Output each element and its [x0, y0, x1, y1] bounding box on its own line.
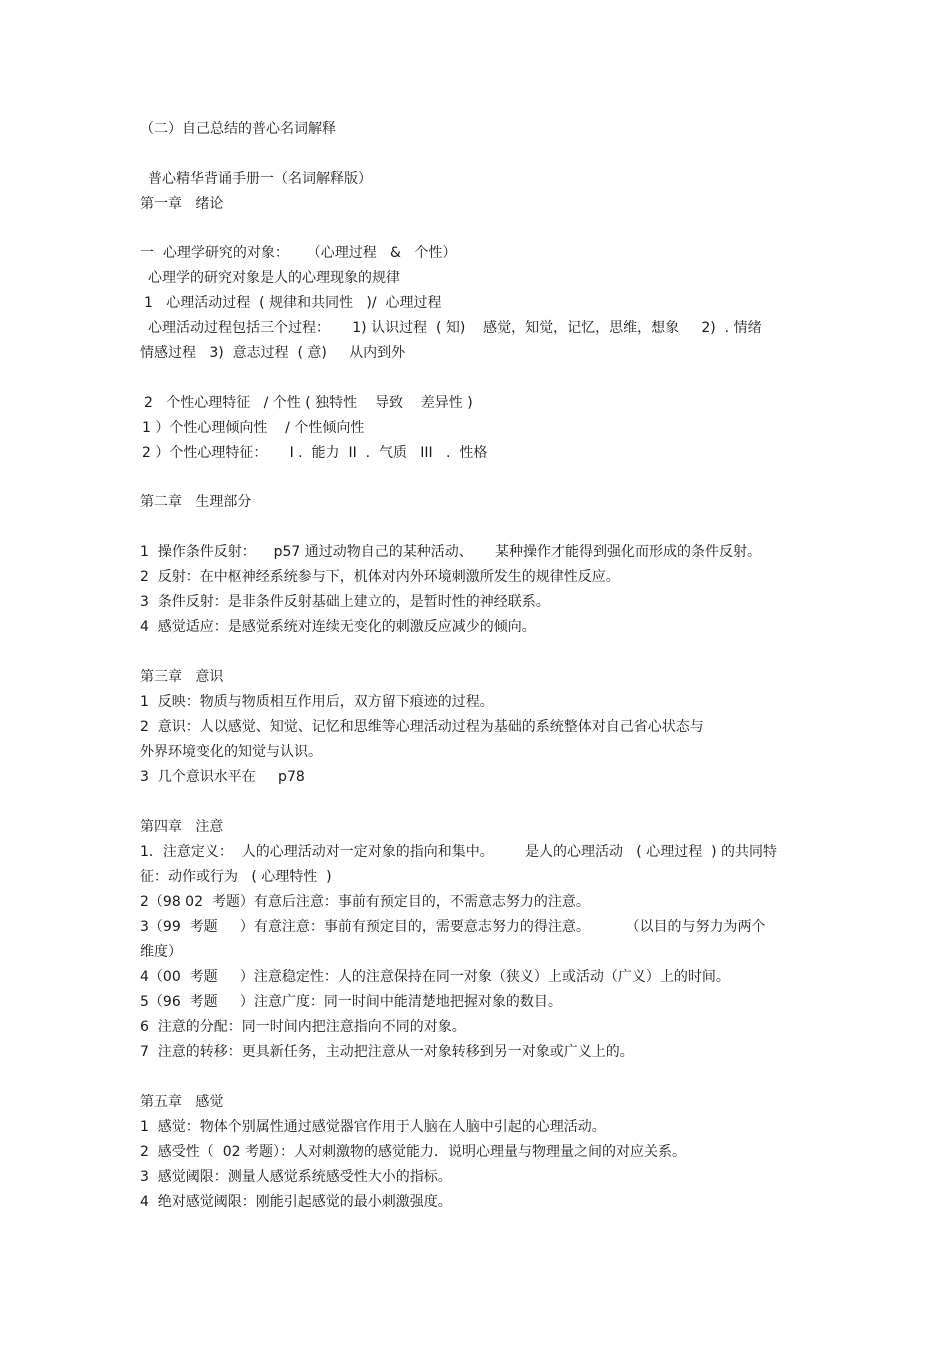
text-line: 3（99 考题 ）有意注意：事前有预定目的，需要意志努力的得注意。 （以目的与努力为两个	[140, 919, 766, 935]
manual-title: 普心精华背诵手册一（名词解释版）	[148, 171, 372, 187]
text-line: 心理学的研究对象是人的心理现象的规律	[148, 270, 400, 286]
text-line: 2 个性心理特征 / 个性 ( 独特性 导致 差异性 )	[144, 395, 473, 411]
text-line: 6 注意的分配：同一时间内把注意指向不同的对象。	[140, 1019, 466, 1035]
chapter-2-heading: 第二章 生理部分	[140, 494, 252, 510]
chapter-1-heading: 第一章 绪论	[140, 196, 224, 212]
text-line: 3 感觉阈限：测量人感觉系统感受性大小的指标。	[140, 1169, 452, 1185]
text-line: 心理活动过程包括三个过程： 1) 认识过程 ( 知) 感觉，知觉，记忆，思维，想象 2) . 情绪	[148, 320, 762, 336]
text-line: 3 几个意识水平在 p78	[140, 769, 305, 785]
text-line: 1 操作条件反射： p57 通过动物自己的某种活动、 某种操作才能得到强化而形成的条件反射。	[140, 544, 762, 560]
text-line: 2 意识：人以感觉、知觉、记忆和思维等心理活动过程为基础的系统整体对自己省心状态与	[140, 719, 704, 735]
text-line: 4（00 考题 ）注意稳定性：人的注意保持在同一对象（狭义）上或活动（广义）上的时间。	[140, 969, 730, 985]
text-line: 7 注意的转移：更具新任务，主动把注意从一对象转移到另一对象或广义上的。	[140, 1044, 634, 1060]
text-line: 1．注意定义： 人的心理活动对一定对象的指向和集中。 是人的心理活动 ( 心理过程 ) 的共同特	[140, 844, 778, 860]
text-line: 维度）	[140, 944, 182, 960]
chapter-5-heading: 第五章 感觉	[140, 1094, 224, 1110]
text-line: 一 心理学研究的对象： （心理过程 & 个性）	[140, 245, 457, 261]
text-line: 5（96 考题 ）注意广度：同一时间中能清楚地把握对象的数目。	[140, 994, 562, 1010]
text-line: 1 ）个性心理倾向性 / 个性倾向性	[142, 420, 365, 436]
text-line: 外界环境变化的知觉与认识。	[140, 744, 322, 760]
chapter-3-heading: 第三章 意识	[140, 669, 224, 685]
text-line: 征：动作或行为 ( 心理特性 )	[140, 869, 332, 885]
text-line: 4 感觉适应：是感觉系统对连续无变化的刺激反应减少的倾向。	[140, 619, 536, 635]
text-line: 2 反射：在中枢神经系统参与下，机体对内外环境刺激所发生的规律性反应。	[140, 569, 620, 585]
chapter-4-heading: 第四章 注意	[140, 819, 224, 835]
text-line: 4 绝对感觉阈限：刚能引起感觉的最小刺激强度。	[140, 1194, 452, 1210]
text-line: 情感过程 3) 意志过程 ( 意) 从内到外	[140, 345, 406, 361]
text-line: 2 感受性（ 02 考题）：人对刺激物的感觉能力．说明心理量与物理量之间的对应关系。	[140, 1144, 686, 1160]
text-line: 1 反映：物质与物质相互作用后，双方留下痕迹的过程。	[140, 694, 494, 710]
text-line: 2 ）个性心理特征： I . 能力 II . 气质 III . 性格	[142, 445, 488, 461]
text-line: 1 心理活动过程 ( 规律和共同性 )/ 心理过程	[144, 295, 442, 311]
section-heading: （二）自己总结的普心名词解释	[140, 121, 336, 137]
text-line: 2（98 02 考题）有意后注意：事前有预定目的，不需意志努力的注意。	[140, 894, 590, 910]
text-line: 1 感觉：物体个别属性通过感觉器官作用于人脑在人脑中引起的心理活动。	[140, 1119, 606, 1135]
text-line: 3 条件反射：是非条件反射基础上建立的，是暂时性的神经联系。	[140, 594, 550, 610]
